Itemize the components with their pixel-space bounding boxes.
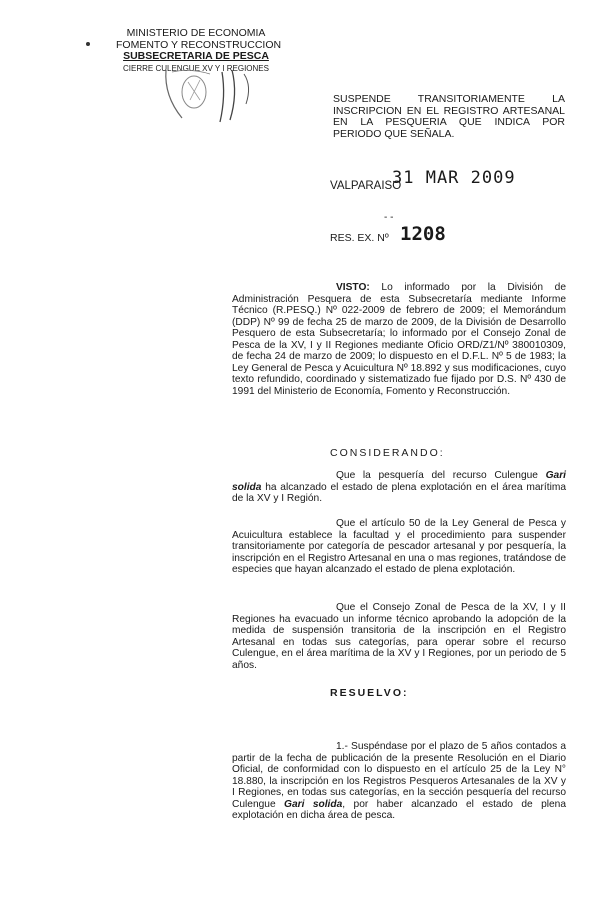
resuelvo-heading: RESUELVO:: [330, 687, 409, 699]
official-seal-icon: [160, 66, 270, 124]
ink-dot: [86, 42, 90, 46]
visto-label: VISTO:: [336, 282, 370, 293]
species-name: Gari solida: [284, 798, 343, 810]
species-name: Gari solida: [232, 470, 566, 493]
res-label: RES. EX. Nº: [330, 232, 389, 244]
considerando-1-text: Que la pesquería del recurso Culengue: [336, 470, 546, 481]
considerando-3: Que el Consejo Zonal de Pesca de la XV, I y II Regiones ha evacuado un informe técnico aprobando la adopción de la medida de suspensión transitoria de la inscripción en el Registro Artesanal en todas sus categorías, para operar sobre el recurso Culengue, en el área marítima de la XV y I Regiones, por un periodo de 5 años.: [232, 602, 566, 671]
resuelvo-1: [232, 741, 566, 822]
considerando-heading: CONSIDERANDO:: [330, 447, 445, 459]
visto-text: Lo informado por la División de Administración Pesquera de esta Subsecretaría mediante Informe Técnico (R.PESQ.) Nº 022-2009 de febrero de 2009; el Memorándum (DDP) Nº 99 de fecha 25 de marzo de 2009, de la División de Desarrollo Pesquero de esta Subsecretaría; lo informado por el Consejo Zonal de Pesca de la XV, I y II Regiones mediante Oficio ORD/Z1/Nº 380010309, de fecha 24 de marzo de 2009; lo dispuesto en el D.F.L. Nº 5 de 1983; la Ley General de Pesca y Acuicultura Nº 18.892 y sus modificaciones, cuyo texto refundido, coordinado y sistematizado fue fijado por D.S. Nº 430 de 1991 del Ministerio de Economía, Fomento y Reconstrucción.: [232, 282, 566, 397]
visto-paragraph: [232, 282, 566, 397]
considerando-2: Que el artículo 50 de la Ley General de Pesca y Acuicultura establece la facultad y el procedimiento para suspender transitoriamente por categoría de pescador artesanal y por pesquería, la inscripción en el Registro Artesanal en una o mas regiones, tratándose de especies que hayan alcanzado el estado de plena explotación.: [232, 518, 566, 575]
letterhead-subsecretaria: SUBSECRETARIA DE PESCA: [123, 50, 269, 62]
considerando-1-text-end: ha alcanzado el estado de plena explotación en el área marítima de la XV y I Región.: [232, 481, 566, 504]
considerando-1: [232, 470, 566, 505]
letterhead-subtitle: CIERRE CULENGUE XV Y I REGIONES: [123, 63, 269, 73]
resuelvo-1-text: 1.- Suspéndase por el plazo de 5 años contados a partir de la fecha de publicación de la presente Resolución en el Diario Oficial, de conformidad con lo dispuesto en el artículo 25 de la Ley N° 18.880, la inscripción en los Registros Pesqueros Artesanales de la XV y I Regiones, en todas sus categorías, en la sección pesquería del recurso Culengue: [232, 741, 566, 810]
date-stamp: 31 MAR 2009: [392, 168, 516, 188]
letterhead-ministry-2: FOMENTO Y RECONSTRUCCION: [116, 38, 282, 51]
res-number: 1208: [400, 223, 446, 245]
res-dashes: - -: [384, 212, 394, 223]
letterhead-ministry: MINISTERIO DE ECONOMIA: [126, 27, 266, 39]
place: VALPARAISO: [330, 180, 402, 192]
resolution-subject: SUSPENDE TRANSITORIAMENTE LA INSCRIPCION EN EL REGISTRO ARTESANAL EN LA PESQUERIA QUE INDICA POR PERIODO QUE SEÑALA.: [333, 93, 565, 140]
resuelvo-1-text-end: , por haber alcanzado el estado de plena explotación en dicha área de pesca.: [232, 798, 566, 821]
